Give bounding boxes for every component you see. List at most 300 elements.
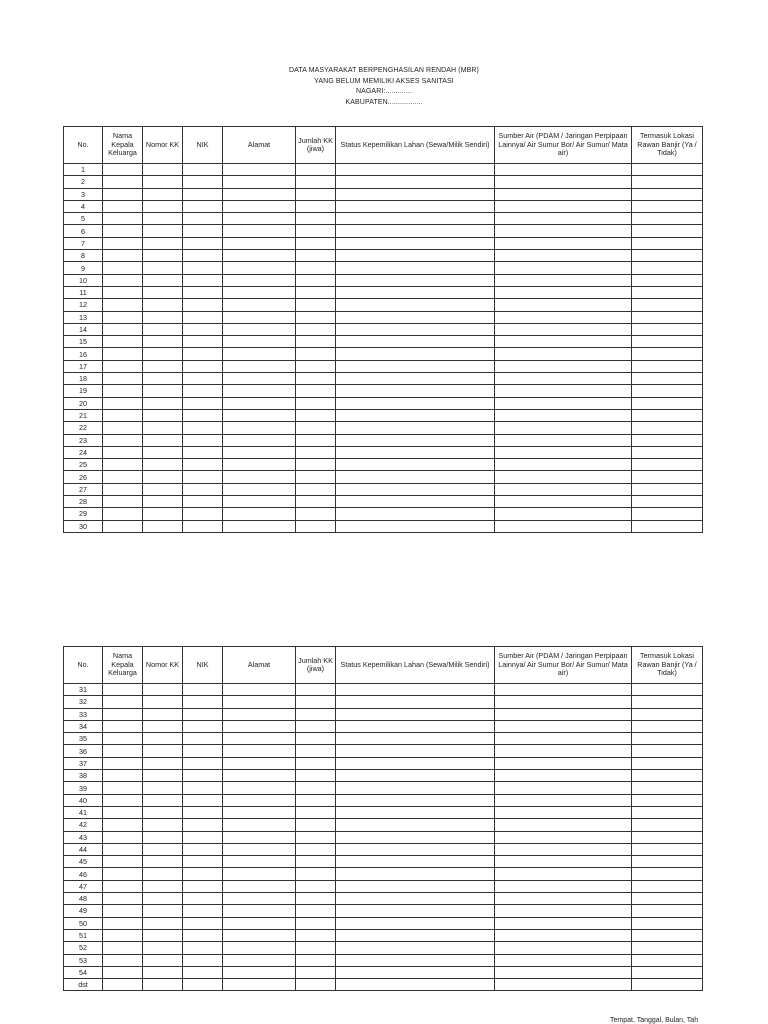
entry-cell-nama-kepala-keluarga[interactable] [103, 745, 143, 757]
entry-cell-rawan-banjir[interactable] [632, 188, 703, 200]
entry-cell-alamat[interactable] [223, 745, 296, 757]
entry-cell-nomor-kk[interactable] [143, 708, 183, 720]
entry-cell-jumlah-kk[interactable] [296, 979, 336, 991]
entry-cell-nik[interactable] [183, 942, 223, 954]
entry-cell-nik[interactable] [183, 520, 223, 532]
entry-cell-status-lahan[interactable] [336, 213, 495, 225]
entry-cell-alamat[interactable] [223, 893, 296, 905]
entry-cell-nik[interactable] [183, 409, 223, 421]
entry-cell-alamat[interactable] [223, 188, 296, 200]
entry-cell-sumber-air[interactable] [495, 905, 632, 917]
entry-cell-alamat[interactable] [223, 819, 296, 831]
entry-cell-jumlah-kk[interactable] [296, 348, 336, 360]
entry-cell-nik[interactable] [183, 200, 223, 212]
entry-cell-status-lahan[interactable] [336, 385, 495, 397]
entry-cell-rawan-banjir[interactable] [632, 880, 703, 892]
entry-cell-rawan-banjir[interactable] [632, 696, 703, 708]
entry-cell-rawan-banjir[interactable] [632, 176, 703, 188]
entry-cell-rawan-banjir[interactable] [632, 213, 703, 225]
entry-cell-sumber-air[interactable] [495, 422, 632, 434]
entry-cell-sumber-air[interactable] [495, 471, 632, 483]
entry-cell-jumlah-kk[interactable] [296, 274, 336, 286]
entry-cell-nik[interactable] [183, 929, 223, 941]
entry-cell-jumlah-kk[interactable] [296, 299, 336, 311]
entry-cell-sumber-air[interactable] [495, 745, 632, 757]
entry-cell-nomor-kk[interactable] [143, 893, 183, 905]
entry-cell-rawan-banjir[interactable] [632, 770, 703, 782]
entry-cell-nama-kepala-keluarga[interactable] [103, 471, 143, 483]
entry-cell-sumber-air[interactable] [495, 237, 632, 249]
entry-cell-sumber-air[interactable] [495, 459, 632, 471]
entry-cell-jumlah-kk[interactable] [296, 188, 336, 200]
entry-cell-nik[interactable] [183, 806, 223, 818]
entry-cell-nama-kepala-keluarga[interactable] [103, 520, 143, 532]
entry-cell-nik[interactable] [183, 954, 223, 966]
entry-cell-alamat[interactable] [223, 299, 296, 311]
entry-cell-status-lahan[interactable] [336, 929, 495, 941]
entry-cell-nik[interactable] [183, 250, 223, 262]
entry-cell-status-lahan[interactable] [336, 164, 495, 176]
entry-cell-sumber-air[interactable] [495, 483, 632, 495]
entry-cell-rawan-banjir[interactable] [632, 336, 703, 348]
entry-cell-status-lahan[interactable] [336, 446, 495, 458]
entry-cell-sumber-air[interactable] [495, 348, 632, 360]
entry-cell-nama-kepala-keluarga[interactable] [103, 843, 143, 855]
entry-cell-nomor-kk[interactable] [143, 348, 183, 360]
entry-cell-rawan-banjir[interactable] [632, 397, 703, 409]
entry-cell-nik[interactable] [183, 286, 223, 298]
entry-cell-nama-kepala-keluarga[interactable] [103, 385, 143, 397]
entry-cell-sumber-air[interactable] [495, 286, 632, 298]
entry-cell-rawan-banjir[interactable] [632, 459, 703, 471]
entry-cell-nama-kepala-keluarga[interactable] [103, 819, 143, 831]
entry-cell-jumlah-kk[interactable] [296, 954, 336, 966]
entry-cell-jumlah-kk[interactable] [296, 520, 336, 532]
entry-cell-sumber-air[interactable] [495, 942, 632, 954]
entry-cell-sumber-air[interactable] [495, 954, 632, 966]
entry-cell-sumber-air[interactable] [495, 323, 632, 335]
entry-cell-jumlah-kk[interactable] [296, 237, 336, 249]
entry-cell-nik[interactable] [183, 434, 223, 446]
entry-cell-nik[interactable] [183, 684, 223, 696]
entry-cell-nik[interactable] [183, 422, 223, 434]
entry-cell-jumlah-kk[interactable] [296, 745, 336, 757]
entry-cell-alamat[interactable] [223, 880, 296, 892]
entry-cell-jumlah-kk[interactable] [296, 733, 336, 745]
entry-cell-alamat[interactable] [223, 360, 296, 372]
entry-cell-sumber-air[interactable] [495, 397, 632, 409]
entry-cell-nik[interactable] [183, 843, 223, 855]
entry-cell-nik[interactable] [183, 360, 223, 372]
entry-cell-jumlah-kk[interactable] [296, 422, 336, 434]
entry-cell-nomor-kk[interactable] [143, 966, 183, 978]
entry-cell-rawan-banjir[interactable] [632, 311, 703, 323]
entry-cell-status-lahan[interactable] [336, 770, 495, 782]
entry-cell-nama-kepala-keluarga[interactable] [103, 733, 143, 745]
entry-cell-jumlah-kk[interactable] [296, 385, 336, 397]
entry-cell-sumber-air[interactable] [495, 806, 632, 818]
entry-cell-nik[interactable] [183, 274, 223, 286]
entry-cell-sumber-air[interactable] [495, 409, 632, 421]
entry-cell-nomor-kk[interactable] [143, 954, 183, 966]
entry-cell-sumber-air[interactable] [495, 831, 632, 843]
entry-cell-rawan-banjir[interactable] [632, 757, 703, 769]
entry-cell-nama-kepala-keluarga[interactable] [103, 806, 143, 818]
entry-cell-nomor-kk[interactable] [143, 905, 183, 917]
entry-cell-jumlah-kk[interactable] [296, 176, 336, 188]
entry-cell-jumlah-kk[interactable] [296, 397, 336, 409]
entry-cell-nama-kepala-keluarga[interactable] [103, 496, 143, 508]
entry-cell-alamat[interactable] [223, 446, 296, 458]
entry-cell-nomor-kk[interactable] [143, 696, 183, 708]
entry-cell-sumber-air[interactable] [495, 856, 632, 868]
entry-cell-status-lahan[interactable] [336, 966, 495, 978]
entry-cell-rawan-banjir[interactable] [632, 782, 703, 794]
entry-cell-status-lahan[interactable] [336, 286, 495, 298]
entry-cell-status-lahan[interactable] [336, 843, 495, 855]
entry-cell-alamat[interactable] [223, 323, 296, 335]
entry-cell-jumlah-kk[interactable] [296, 794, 336, 806]
entry-cell-rawan-banjir[interactable] [632, 917, 703, 929]
entry-cell-nomor-kk[interactable] [143, 422, 183, 434]
entry-cell-status-lahan[interactable] [336, 745, 495, 757]
entry-cell-sumber-air[interactable] [495, 434, 632, 446]
entry-cell-nama-kepala-keluarga[interactable] [103, 757, 143, 769]
entry-cell-alamat[interactable] [223, 250, 296, 262]
entry-cell-alamat[interactable] [223, 733, 296, 745]
entry-cell-alamat[interactable] [223, 213, 296, 225]
entry-cell-nik[interactable] [183, 483, 223, 495]
entry-cell-alamat[interactable] [223, 434, 296, 446]
entry-cell-sumber-air[interactable] [495, 508, 632, 520]
entry-cell-status-lahan[interactable] [336, 782, 495, 794]
entry-cell-rawan-banjir[interactable] [632, 164, 703, 176]
entry-cell-status-lahan[interactable] [336, 348, 495, 360]
entry-cell-alamat[interactable] [223, 311, 296, 323]
entry-cell-status-lahan[interactable] [336, 757, 495, 769]
entry-cell-status-lahan[interactable] [336, 733, 495, 745]
entry-cell-status-lahan[interactable] [336, 471, 495, 483]
entry-cell-alamat[interactable] [223, 843, 296, 855]
entry-cell-alamat[interactable] [223, 929, 296, 941]
entry-cell-nama-kepala-keluarga[interactable] [103, 684, 143, 696]
entry-cell-status-lahan[interactable] [336, 905, 495, 917]
entry-cell-rawan-banjir[interactable] [632, 942, 703, 954]
entry-cell-nomor-kk[interactable] [143, 720, 183, 732]
entry-cell-sumber-air[interactable] [495, 794, 632, 806]
entry-cell-nik[interactable] [183, 213, 223, 225]
entry-cell-nik[interactable] [183, 696, 223, 708]
entry-cell-jumlah-kk[interactable] [296, 966, 336, 978]
entry-cell-nik[interactable] [183, 164, 223, 176]
entry-cell-alamat[interactable] [223, 200, 296, 212]
entry-cell-status-lahan[interactable] [336, 397, 495, 409]
entry-cell-jumlah-kk[interactable] [296, 508, 336, 520]
entry-cell-sumber-air[interactable] [495, 262, 632, 274]
entry-cell-nomor-kk[interactable] [143, 385, 183, 397]
entry-cell-sumber-air[interactable] [495, 880, 632, 892]
entry-cell-alamat[interactable] [223, 917, 296, 929]
entry-cell-sumber-air[interactable] [495, 733, 632, 745]
entry-cell-nomor-kk[interactable] [143, 745, 183, 757]
entry-cell-nomor-kk[interactable] [143, 868, 183, 880]
entry-cell-nama-kepala-keluarga[interactable] [103, 311, 143, 323]
entry-cell-nik[interactable] [183, 373, 223, 385]
entry-cell-alamat[interactable] [223, 856, 296, 868]
entry-cell-jumlah-kk[interactable] [296, 483, 336, 495]
entry-cell-alamat[interactable] [223, 757, 296, 769]
entry-cell-nik[interactable] [183, 782, 223, 794]
entry-cell-alamat[interactable] [223, 164, 296, 176]
entry-cell-sumber-air[interactable] [495, 336, 632, 348]
entry-cell-rawan-banjir[interactable] [632, 929, 703, 941]
entry-cell-nomor-kk[interactable] [143, 483, 183, 495]
entry-cell-status-lahan[interactable] [336, 508, 495, 520]
entry-cell-alamat[interactable] [223, 286, 296, 298]
entry-cell-nik[interactable] [183, 757, 223, 769]
entry-cell-nomor-kk[interactable] [143, 794, 183, 806]
entry-cell-status-lahan[interactable] [336, 868, 495, 880]
entry-cell-nik[interactable] [183, 385, 223, 397]
entry-cell-status-lahan[interactable] [336, 299, 495, 311]
entry-cell-jumlah-kk[interactable] [296, 409, 336, 421]
entry-cell-sumber-air[interactable] [495, 893, 632, 905]
entry-cell-nik[interactable] [183, 188, 223, 200]
entry-cell-jumlah-kk[interactable] [296, 929, 336, 941]
entry-cell-nik[interactable] [183, 880, 223, 892]
entry-cell-nama-kepala-keluarga[interactable] [103, 905, 143, 917]
entry-cell-nama-kepala-keluarga[interactable] [103, 360, 143, 372]
entry-cell-alamat[interactable] [223, 422, 296, 434]
entry-cell-status-lahan[interactable] [336, 459, 495, 471]
entry-cell-rawan-banjir[interactable] [632, 422, 703, 434]
entry-cell-alamat[interactable] [223, 459, 296, 471]
entry-cell-nama-kepala-keluarga[interactable] [103, 286, 143, 298]
entry-cell-nomor-kk[interactable] [143, 496, 183, 508]
entry-cell-jumlah-kk[interactable] [296, 696, 336, 708]
entry-cell-jumlah-kk[interactable] [296, 905, 336, 917]
entry-cell-sumber-air[interactable] [495, 966, 632, 978]
entry-cell-nomor-kk[interactable] [143, 917, 183, 929]
entry-cell-nomor-kk[interactable] [143, 164, 183, 176]
entry-cell-nomor-kk[interactable] [143, 311, 183, 323]
entry-cell-status-lahan[interactable] [336, 200, 495, 212]
entry-cell-nomor-kk[interactable] [143, 733, 183, 745]
entry-cell-nomor-kk[interactable] [143, 299, 183, 311]
entry-cell-status-lahan[interactable] [336, 434, 495, 446]
entry-cell-jumlah-kk[interactable] [296, 942, 336, 954]
entry-cell-rawan-banjir[interactable] [632, 385, 703, 397]
entry-cell-nik[interactable] [183, 336, 223, 348]
entry-cell-alamat[interactable] [223, 348, 296, 360]
entry-cell-rawan-banjir[interactable] [632, 323, 703, 335]
entry-cell-jumlah-kk[interactable] [296, 917, 336, 929]
entry-cell-nomor-kk[interactable] [143, 323, 183, 335]
entry-cell-status-lahan[interactable] [336, 942, 495, 954]
entry-cell-nama-kepala-keluarga[interactable] [103, 856, 143, 868]
entry-cell-rawan-banjir[interactable] [632, 360, 703, 372]
entry-cell-nik[interactable] [183, 856, 223, 868]
entry-cell-status-lahan[interactable] [336, 893, 495, 905]
entry-cell-nama-kepala-keluarga[interactable] [103, 250, 143, 262]
entry-cell-nama-kepala-keluarga[interactable] [103, 868, 143, 880]
entry-cell-jumlah-kk[interactable] [296, 311, 336, 323]
entry-cell-alamat[interactable] [223, 274, 296, 286]
entry-cell-rawan-banjir[interactable] [632, 483, 703, 495]
entry-cell-rawan-banjir[interactable] [632, 262, 703, 274]
entry-cell-rawan-banjir[interactable] [632, 708, 703, 720]
entry-cell-rawan-banjir[interactable] [632, 794, 703, 806]
entry-cell-nik[interactable] [183, 770, 223, 782]
entry-cell-jumlah-kk[interactable] [296, 164, 336, 176]
entry-cell-sumber-air[interactable] [495, 782, 632, 794]
entry-cell-nomor-kk[interactable] [143, 262, 183, 274]
entry-cell-jumlah-kk[interactable] [296, 757, 336, 769]
entry-cell-nama-kepala-keluarga[interactable] [103, 409, 143, 421]
entry-cell-jumlah-kk[interactable] [296, 684, 336, 696]
entry-cell-sumber-air[interactable] [495, 843, 632, 855]
entry-cell-nama-kepala-keluarga[interactable] [103, 720, 143, 732]
entry-cell-nik[interactable] [183, 893, 223, 905]
entry-cell-jumlah-kk[interactable] [296, 459, 336, 471]
entry-cell-nomor-kk[interactable] [143, 434, 183, 446]
entry-cell-nomor-kk[interactable] [143, 508, 183, 520]
entry-cell-sumber-air[interactable] [495, 274, 632, 286]
entry-cell-jumlah-kk[interactable] [296, 225, 336, 237]
entry-cell-nik[interactable] [183, 237, 223, 249]
entry-cell-status-lahan[interactable] [336, 483, 495, 495]
entry-cell-sumber-air[interactable] [495, 720, 632, 732]
entry-cell-status-lahan[interactable] [336, 794, 495, 806]
entry-cell-sumber-air[interactable] [495, 917, 632, 929]
entry-cell-alamat[interactable] [223, 237, 296, 249]
entry-cell-nik[interactable] [183, 917, 223, 929]
entry-cell-jumlah-kk[interactable] [296, 893, 336, 905]
entry-cell-sumber-air[interactable] [495, 868, 632, 880]
entry-cell-nomor-kk[interactable] [143, 274, 183, 286]
entry-cell-nomor-kk[interactable] [143, 336, 183, 348]
entry-cell-rawan-banjir[interactable] [632, 905, 703, 917]
entry-cell-nik[interactable] [183, 496, 223, 508]
entry-cell-sumber-air[interactable] [495, 520, 632, 532]
entry-cell-alamat[interactable] [223, 397, 296, 409]
entry-cell-rawan-banjir[interactable] [632, 733, 703, 745]
entry-cell-rawan-banjir[interactable] [632, 508, 703, 520]
entry-cell-alamat[interactable] [223, 708, 296, 720]
entry-cell-status-lahan[interactable] [336, 409, 495, 421]
entry-cell-nik[interactable] [183, 979, 223, 991]
entry-cell-sumber-air[interactable] [495, 373, 632, 385]
entry-cell-status-lahan[interactable] [336, 856, 495, 868]
entry-cell-alamat[interactable] [223, 471, 296, 483]
entry-cell-jumlah-kk[interactable] [296, 720, 336, 732]
entry-cell-status-lahan[interactable] [336, 831, 495, 843]
entry-cell-jumlah-kk[interactable] [296, 708, 336, 720]
entry-cell-alamat[interactable] [223, 225, 296, 237]
entry-cell-rawan-banjir[interactable] [632, 979, 703, 991]
entry-cell-nomor-kk[interactable] [143, 684, 183, 696]
entry-cell-nomor-kk[interactable] [143, 373, 183, 385]
entry-cell-alamat[interactable] [223, 496, 296, 508]
entry-cell-status-lahan[interactable] [336, 979, 495, 991]
entry-cell-nama-kepala-keluarga[interactable] [103, 323, 143, 335]
entry-cell-nik[interactable] [183, 819, 223, 831]
entry-cell-jumlah-kk[interactable] [296, 434, 336, 446]
entry-cell-nama-kepala-keluarga[interactable] [103, 299, 143, 311]
entry-cell-rawan-banjir[interactable] [632, 966, 703, 978]
entry-cell-jumlah-kk[interactable] [296, 496, 336, 508]
entry-cell-alamat[interactable] [223, 483, 296, 495]
entry-cell-status-lahan[interactable] [336, 917, 495, 929]
entry-cell-rawan-banjir[interactable] [632, 200, 703, 212]
entry-cell-nomor-kk[interactable] [143, 471, 183, 483]
entry-cell-status-lahan[interactable] [336, 819, 495, 831]
entry-cell-nik[interactable] [183, 966, 223, 978]
entry-cell-alamat[interactable] [223, 806, 296, 818]
entry-cell-nomor-kk[interactable] [143, 397, 183, 409]
entry-cell-jumlah-kk[interactable] [296, 806, 336, 818]
entry-cell-rawan-banjir[interactable] [632, 250, 703, 262]
entry-cell-alamat[interactable] [223, 831, 296, 843]
entry-cell-status-lahan[interactable] [336, 336, 495, 348]
entry-cell-alamat[interactable] [223, 336, 296, 348]
entry-cell-alamat[interactable] [223, 868, 296, 880]
entry-cell-nomor-kk[interactable] [143, 520, 183, 532]
entry-cell-sumber-air[interactable] [495, 684, 632, 696]
entry-cell-nik[interactable] [183, 905, 223, 917]
entry-cell-alamat[interactable] [223, 782, 296, 794]
entry-cell-nomor-kk[interactable] [143, 459, 183, 471]
entry-cell-rawan-banjir[interactable] [632, 409, 703, 421]
entry-cell-alamat[interactable] [223, 966, 296, 978]
entry-cell-nik[interactable] [183, 733, 223, 745]
entry-cell-sumber-air[interactable] [495, 299, 632, 311]
entry-cell-nomor-kk[interactable] [143, 286, 183, 298]
entry-cell-rawan-banjir[interactable] [632, 373, 703, 385]
entry-cell-nama-kepala-keluarga[interactable] [103, 164, 143, 176]
entry-cell-alamat[interactable] [223, 385, 296, 397]
entry-cell-nama-kepala-keluarga[interactable] [103, 397, 143, 409]
entry-cell-nama-kepala-keluarga[interactable] [103, 917, 143, 929]
entry-cell-nomor-kk[interactable] [143, 843, 183, 855]
entry-cell-nik[interactable] [183, 508, 223, 520]
entry-cell-nomor-kk[interactable] [143, 806, 183, 818]
entry-cell-jumlah-kk[interactable] [296, 770, 336, 782]
entry-cell-nama-kepala-keluarga[interactable] [103, 237, 143, 249]
entry-cell-alamat[interactable] [223, 508, 296, 520]
entry-cell-status-lahan[interactable] [336, 176, 495, 188]
entry-cell-nama-kepala-keluarga[interactable] [103, 696, 143, 708]
entry-cell-nama-kepala-keluarga[interactable] [103, 348, 143, 360]
entry-cell-nomor-kk[interactable] [143, 819, 183, 831]
entry-cell-jumlah-kk[interactable] [296, 856, 336, 868]
entry-cell-jumlah-kk[interactable] [296, 880, 336, 892]
entry-cell-nomor-kk[interactable] [143, 250, 183, 262]
entry-cell-jumlah-kk[interactable] [296, 213, 336, 225]
entry-cell-rawan-banjir[interactable] [632, 745, 703, 757]
entry-cell-status-lahan[interactable] [336, 880, 495, 892]
entry-cell-rawan-banjir[interactable] [632, 520, 703, 532]
entry-cell-nama-kepala-keluarga[interactable] [103, 373, 143, 385]
entry-cell-nama-kepala-keluarga[interactable] [103, 880, 143, 892]
entry-cell-sumber-air[interactable] [495, 708, 632, 720]
entry-cell-sumber-air[interactable] [495, 385, 632, 397]
entry-cell-alamat[interactable] [223, 770, 296, 782]
entry-cell-nomor-kk[interactable] [143, 880, 183, 892]
entry-cell-jumlah-kk[interactable] [296, 446, 336, 458]
entry-cell-rawan-banjir[interactable] [632, 893, 703, 905]
entry-cell-nik[interactable] [183, 311, 223, 323]
